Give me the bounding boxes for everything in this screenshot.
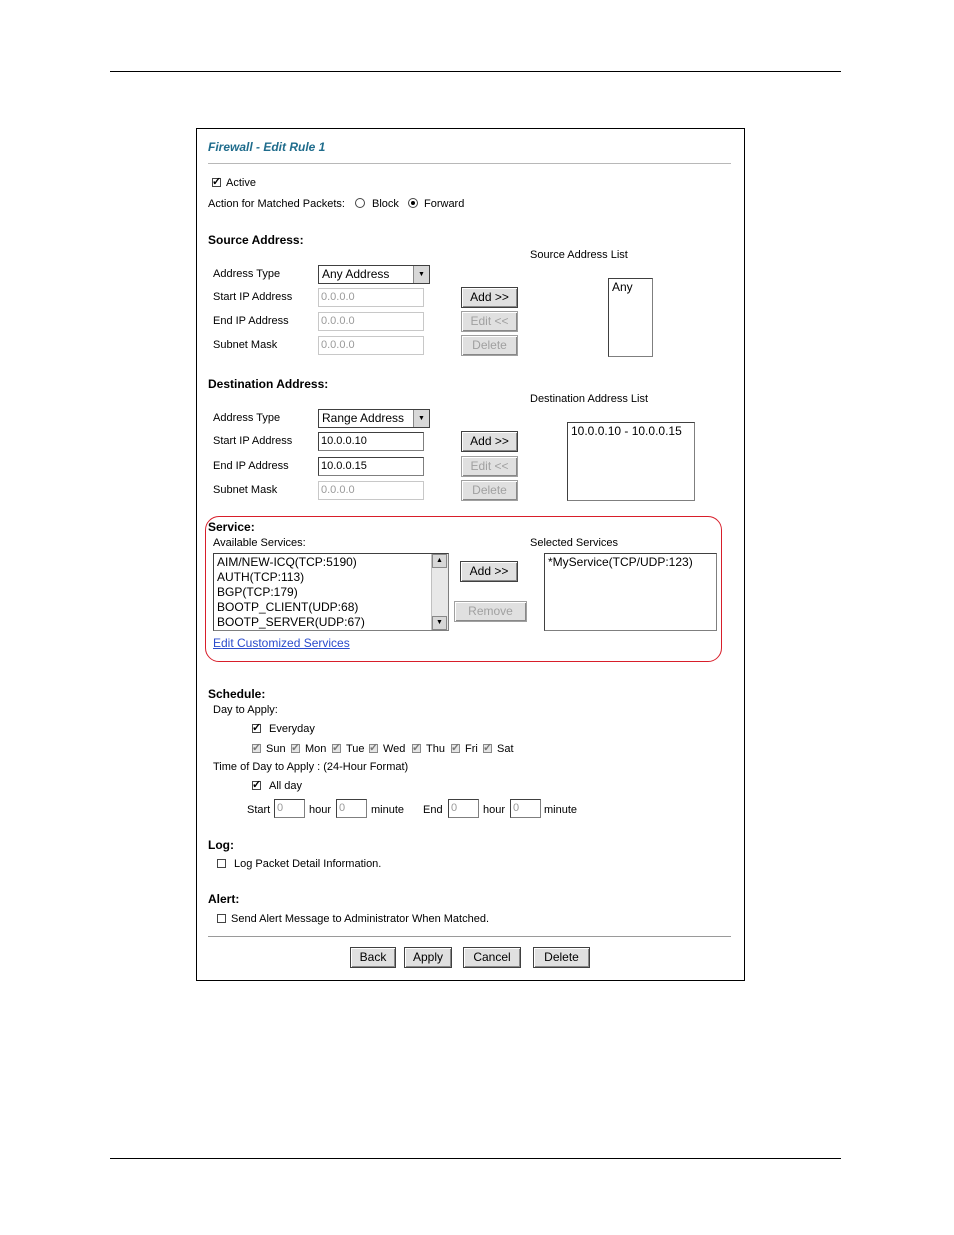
back-button[interactable]: Back [350, 947, 396, 968]
source-address-heading: Source Address: [208, 233, 304, 247]
title-divider [208, 163, 731, 164]
destination-subnet-input[interactable]: 0.0.0.0 [318, 481, 424, 500]
source-start-ip-input[interactable]: 0.0.0.0 [318, 288, 424, 307]
destination-add-button[interactable]: Add >> [461, 431, 518, 452]
selected-services-list[interactable] [544, 553, 717, 631]
forward-label: Forward [424, 198, 465, 210]
day-checkbox-mon[interactable] [291, 744, 300, 753]
list-item[interactable]: BOOTP_CLIENT(UDP:68) [217, 600, 359, 614]
destination-subnet-label: Subnet Mask [213, 484, 278, 496]
end-minute-input[interactable]: 0 [510, 799, 541, 818]
scroll-up-icon[interactable]: ▲ [432, 554, 447, 568]
chevron-down-icon: ▼ [413, 410, 429, 427]
day-checkbox-sat[interactable] [483, 744, 492, 753]
source-delete-button[interactable]: Delete [461, 335, 518, 356]
source-address-list[interactable] [608, 278, 653, 357]
page-title: Firewall - Edit Rule 1 [208, 140, 326, 154]
start-hour-input[interactable]: 0 [274, 799, 305, 818]
list-item[interactable]: BGP(TCP:179) [217, 585, 298, 599]
day-checkbox-fri[interactable] [451, 744, 460, 753]
send-alert-label: Send Alert Message to Administrator When Matched. [231, 913, 490, 925]
source-address-type-label: Address Type [213, 268, 281, 280]
list-item[interactable]: Any [612, 280, 633, 294]
day-label-tue: Tue [346, 743, 365, 755]
day-checkbox-tue[interactable] [332, 744, 341, 753]
day-label-mon: Mon [305, 743, 327, 755]
available-services-label: Available Services: [213, 537, 306, 549]
start-minute-label: minute [371, 804, 405, 816]
destination-edit-button[interactable]: Edit << [461, 456, 518, 477]
available-services-list[interactable] [213, 553, 449, 631]
start-label: Start [247, 804, 271, 816]
available-services-scrollbar[interactable] [431, 554, 448, 630]
day-label-sat: Sat [497, 743, 514, 755]
source-subnet-input[interactable]: 0.0.0.0 [318, 336, 424, 355]
day-label-wed: Wed [383, 743, 406, 755]
time-of-day-label: Time of Day to Apply : (24-Hour Format) [213, 761, 409, 773]
service-add-button[interactable]: Add >> [460, 561, 518, 582]
service-heading: Service: [208, 520, 255, 534]
day-checkbox-sun[interactable] [252, 744, 261, 753]
chevron-down-icon: ▼ [413, 266, 429, 283]
source-edit-button[interactable]: Edit << [461, 311, 518, 332]
destination-end-ip-label: End IP Address [213, 460, 289, 472]
day-to-apply-label: Day to Apply: [213, 704, 278, 716]
allday-label: All day [269, 780, 303, 792]
destination-list-title: Destination Address List [530, 393, 649, 405]
destination-address-heading: Destination Address: [208, 377, 329, 391]
source-address-type-value: Any Address [322, 267, 390, 281]
active-label: Active [226, 177, 256, 189]
active-checkbox[interactable] [212, 178, 221, 187]
source-end-ip-label: End IP Address [213, 315, 289, 327]
destination-address-type-select[interactable] [318, 409, 430, 428]
destination-start-ip-input[interactable]: 10.0.0.10 [318, 432, 424, 451]
source-address-type-select[interactable] [318, 265, 430, 284]
delete-button[interactable]: Delete [533, 947, 590, 968]
log-heading: Log: [208, 838, 234, 852]
day-label-thu: Thu [426, 743, 445, 755]
destination-address-type-value: Range Address [322, 411, 405, 425]
block-label: Block [372, 198, 399, 210]
end-label: End [423, 804, 443, 816]
list-item[interactable]: 10.0.0.10 - 10.0.0.15 [571, 424, 682, 438]
destination-address-list[interactable] [567, 422, 695, 501]
end-hour-input[interactable]: 0 [448, 799, 479, 818]
cancel-button[interactable]: Cancel [463, 947, 521, 968]
destination-start-ip-label: Start IP Address [213, 435, 293, 447]
action-label: Action for Matched Packets: [208, 198, 345, 210]
day-label-fri: Fri [465, 743, 478, 755]
day-checkbox-wed[interactable] [369, 744, 378, 753]
source-add-button[interactable]: Add >> [461, 287, 518, 308]
source-end-ip-input[interactable]: 0.0.0.0 [318, 312, 424, 331]
source-list-title: Source Address List [530, 249, 628, 261]
page-top-rule [110, 71, 841, 72]
service-remove-button[interactable]: Remove [454, 601, 527, 622]
end-minute-label: minute [544, 804, 578, 816]
list-item[interactable]: *MyService(TCP/UDP:123) [548, 555, 693, 569]
list-item[interactable]: BOOTP_SERVER(UDP:67) [217, 615, 365, 629]
end-hour-label: hour [483, 804, 506, 816]
day-label-sun: Sun [266, 743, 286, 755]
log-packet-checkbox[interactable] [217, 859, 226, 868]
footer-divider [208, 936, 731, 937]
apply-button[interactable]: Apply [404, 947, 452, 968]
list-item[interactable]: AUTH(TCP:113) [217, 570, 305, 584]
everyday-label: Everyday [269, 723, 315, 735]
block-radio[interactable] [355, 198, 365, 208]
page-bottom-rule [110, 1158, 841, 1159]
start-minute-input[interactable]: 0 [336, 799, 367, 818]
source-start-ip-label: Start IP Address [213, 291, 293, 303]
forward-radio[interactable] [408, 198, 418, 208]
alert-heading: Alert: [208, 892, 240, 906]
source-subnet-label: Subnet Mask [213, 339, 278, 351]
log-packet-label: Log Packet Detail Information. [234, 858, 382, 870]
edit-customized-services-link[interactable]: Edit Customized Services [213, 636, 350, 650]
everyday-checkbox[interactable] [252, 724, 261, 733]
schedule-heading: Schedule: [208, 687, 266, 701]
scroll-down-icon[interactable]: ▼ [432, 616, 447, 630]
allday-checkbox[interactable] [252, 781, 261, 790]
edit-rule-screen [196, 128, 745, 981]
destination-address-type-label: Address Type [213, 412, 281, 424]
destination-end-ip-input[interactable]: 10.0.0.15 [318, 457, 424, 476]
day-checkbox-thu[interactable] [412, 744, 421, 753]
destination-delete-button[interactable]: Delete [461, 480, 518, 501]
send-alert-checkbox[interactable] [217, 914, 226, 923]
start-hour-label: hour [309, 804, 332, 816]
list-item[interactable]: AIM/NEW-ICQ(TCP:5190) [217, 555, 357, 569]
selected-services-label: Selected Services [530, 537, 619, 549]
